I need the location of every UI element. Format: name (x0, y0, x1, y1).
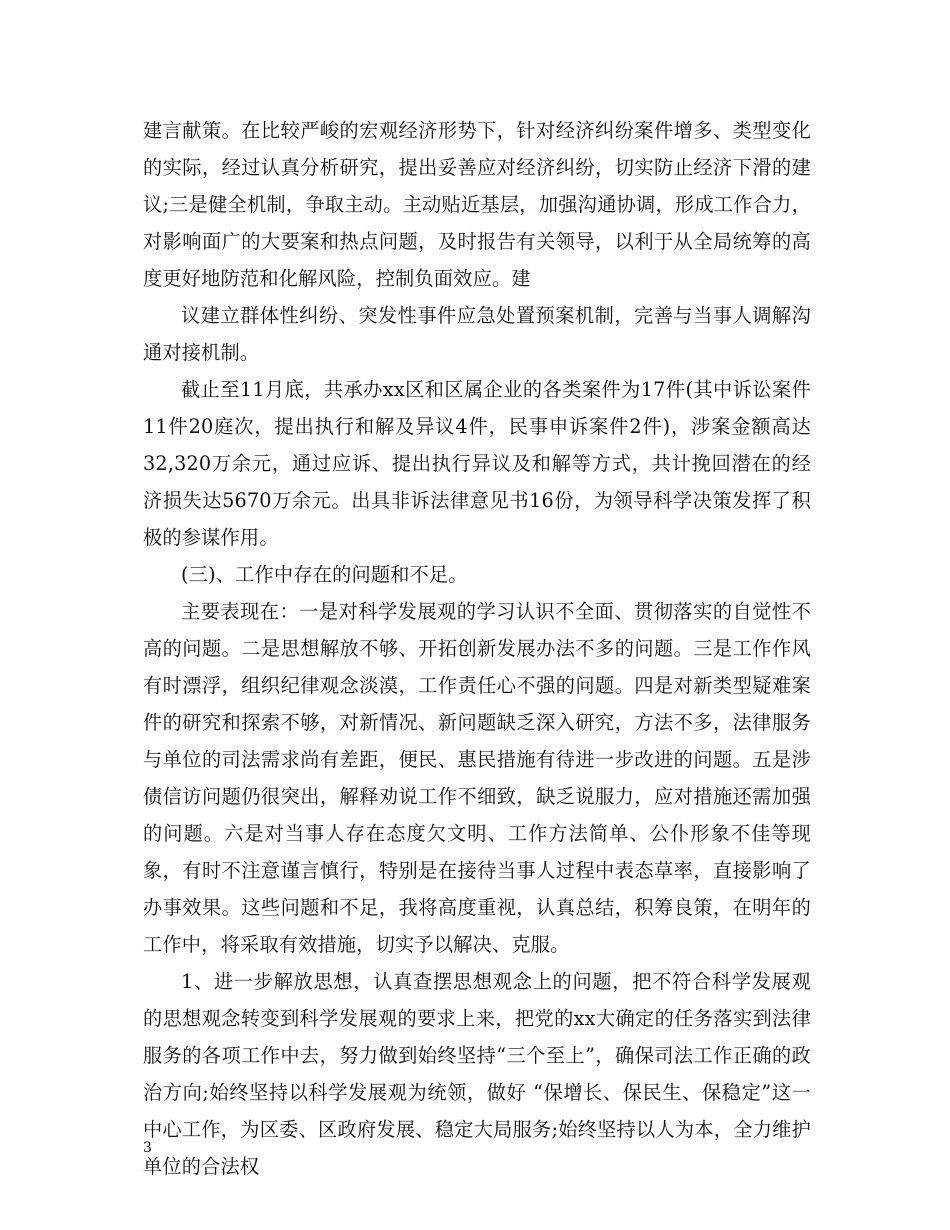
paragraph-5: 1、进一步解放思想，认真查摆思想观念上的问题，把不符合科学发展观的思想观念转变到科学发展观的要求上来，把党的xx大确定的任务落实到法律服务的各项工作中去，努力做到始终坚持“三个至上”，确保司法工作正确的政治方向;始终坚持以科学发展观为统领，做好 “保增长、保民生、保稳定”这一中心工作，为区委、区政府发展、稳定大局服务;始终坚持以人为本，全力维护单位的合法权 (143, 970, 811, 1178)
section-heading: (三)、工作中存在的问题和不足。 (181, 563, 468, 586)
page-number: 3 (143, 1140, 152, 1156)
paragraph-1: 建言献策。在比较严峻的宏观经济形势下，针对经济纠纷案件增多、类型变化的实际，经过认真分析研究，提出妥善应对经济纠纷，切实防止经济下滑的建议;三是健全机制，争取主动。主动贴近基层，加强沟通协调，形成工作合力，对影响面广的大要案和热点问题，及时报告有关领导，以利于从全局统筹的高度更好地防范和化解风险，控制负面效应。建 (143, 119, 811, 290)
document-body (143, 112, 811, 1185)
paragraph-4: 主要表现在：一是对科学发展观的学习认识不全面、贯彻落实的自觉性不高的问题。二是思想解放不够、开拓创新发展办法不多的问题。三是工作作风有时漂浮，组织纪律观念淡漠，工作责任心不强的问题。四是对新类型疑难案件的研究和探索不够，对新情况、新问题缺乏深入研究，方法不多，法律服务与单位的司法需求尚有差距，便民、惠民措施有待进一步改进的问题。五是涉债信访问题仍很突出，解释劝说工作不细致，缺乏说服力，应对措施还需加强的问题。六是对当事人存在态度欠文明、工作方法简单、公仆形象不佳等现象，有时不注意谨言慎行，特别是在接待当事人过程中表态草率，直接影响了办事效果。这些问题和不足，我将高度重视，认真总结，积筹良策，在明年的工作中，将采取有效措施，切实予以解决、克服。 (143, 600, 811, 956)
paragraph-3: 截止至11月底，共承办xx区和区属企业的各类案件为17件(其中诉讼案件11件20庭次，提出执行和解及异议4件，民事申诉案件2件)，涉案金额高达32,320万余元，通过应诉、提出执行异议及和解等方式，共计挽回潜在的经济损失达5670万余元。出具非诉法律意见书16份，为领导科学决策发挥了积极的参谋作用。 (143, 378, 811, 549)
paragraph-2: 议建立群体性纠纷、突发性事件应急处置预案机制，完善与当事人调解沟通对接机制。 (143, 304, 811, 364)
